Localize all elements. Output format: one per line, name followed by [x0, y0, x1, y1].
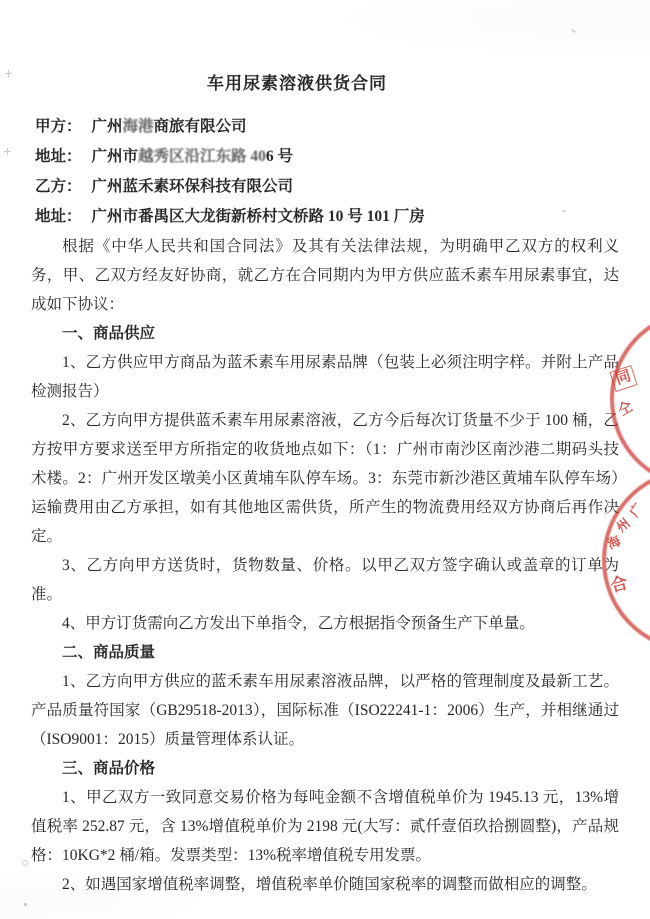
clause: 2、乙方向甲方提供蓝禾素车用尿素溶液，乙方今后每次订货量不少于 100 桶，乙方按甲方要求送至甲方所指定的收货地点如下：（1：广州市南沙区南沙港二期码头技术楼。2：广州开发区墩美小区黄埔车队停车场。3：东莞市新沙港区黄埔车队停车场）运输费用由乙方承担，如有其他地区需供货，所产生的物流费用经双方协商后再作决定。: [31, 412, 619, 545]
party-line-yifang-address: [35, 202, 619, 232]
section-heading: 一、商品供应: [62, 325, 156, 342]
preamble-paragraph: 根据《中华人民共和国合同法》及其有关法律法规，为明确甲乙双方的权利义务，甲、乙双方经友好协商，就乙方在合同期内为甲方供应蓝禾素车用尿素事宜，达成如下协议：: [31, 238, 619, 313]
party-label: 乙方：: [35, 178, 82, 195]
seal-character: 合: [608, 573, 630, 596]
section-heading: 三、商品价格: [62, 760, 156, 777]
party-label: 甲方：: [35, 118, 82, 135]
party-value-smudged: 海港: [122, 118, 154, 135]
party-value-smudged: 越秀区沿江东路 40: [138, 148, 266, 165]
parties-block: [31, 112, 619, 232]
clause: 3、乙方向甲方送货时，货物数量、价格。以甲乙双方签字确认或盖章的订单为准。: [31, 557, 619, 603]
section-price: [31, 754, 619, 899]
party-value-pre: 广州: [91, 118, 123, 135]
section-heading: 二、商品质量: [62, 644, 156, 661]
party-value-pre: 广州蓝禾素环保科技有限公司: [91, 178, 294, 195]
party-line-yifang: [35, 172, 619, 202]
party-line-jiafang: [35, 112, 619, 142]
seal-character: 州: [613, 515, 633, 536]
clause: 2、如遇国家增值税率调整，增值税率单价随国家税率的调整而做相应的调整。: [62, 876, 597, 893]
seal-character: 仝: [615, 399, 636, 420]
page-title: 车用尿素溶液供货合同: [207, 74, 387, 93]
party-value-pre: 广州市番禺区大龙街新桥村文桥路 10 号 101 厂房: [91, 208, 425, 225]
party-value-post: 6 号: [265, 148, 294, 165]
party-label: 地址：: [35, 148, 82, 165]
seal-character: 海: [604, 532, 623, 552]
party-value-pre: 广州市: [91, 148, 139, 165]
party-value-post: 商旅有限公司: [153, 118, 247, 135]
section-supply: [31, 319, 619, 638]
clause: 4、甲方订货需向乙方发出下单指令，乙方根据指令预备生产下单量。: [62, 615, 535, 632]
seal-character: 广: [626, 500, 647, 520]
clause: 1、乙方向甲方供应的蓝禾素车用尿素溶液品牌，以严格的管理制度及最新工艺。产品质量符国家（GB29518-2013），国际标准（ISO22241-1：2006）生产，并相继通过（ISO9001：2015）质量管理体系认证。: [31, 673, 619, 748]
party-label: 地址：: [35, 208, 82, 225]
party-line-jiafang-address: [35, 142, 619, 172]
clause: 1、乙方供应甲方商品为蓝禾素车用尿素品牌（包装上必须注明字样。并附上产品检测报告）: [31, 354, 619, 400]
section-quality: [31, 638, 619, 754]
clause: 1、甲乙双方一致同意交易价格为每吨金额不含增值税单价为 1945.13 元，13%增值税率 252.87 元，含 13%增值税单价为 2198 元(大写：贰仟壹佰玖拾捌圆整)，产品规格：10KG*2 桶/箱。发票类型：13%税率增值税专用发票。: [31, 789, 619, 864]
seal-character: 同: [609, 365, 637, 392]
